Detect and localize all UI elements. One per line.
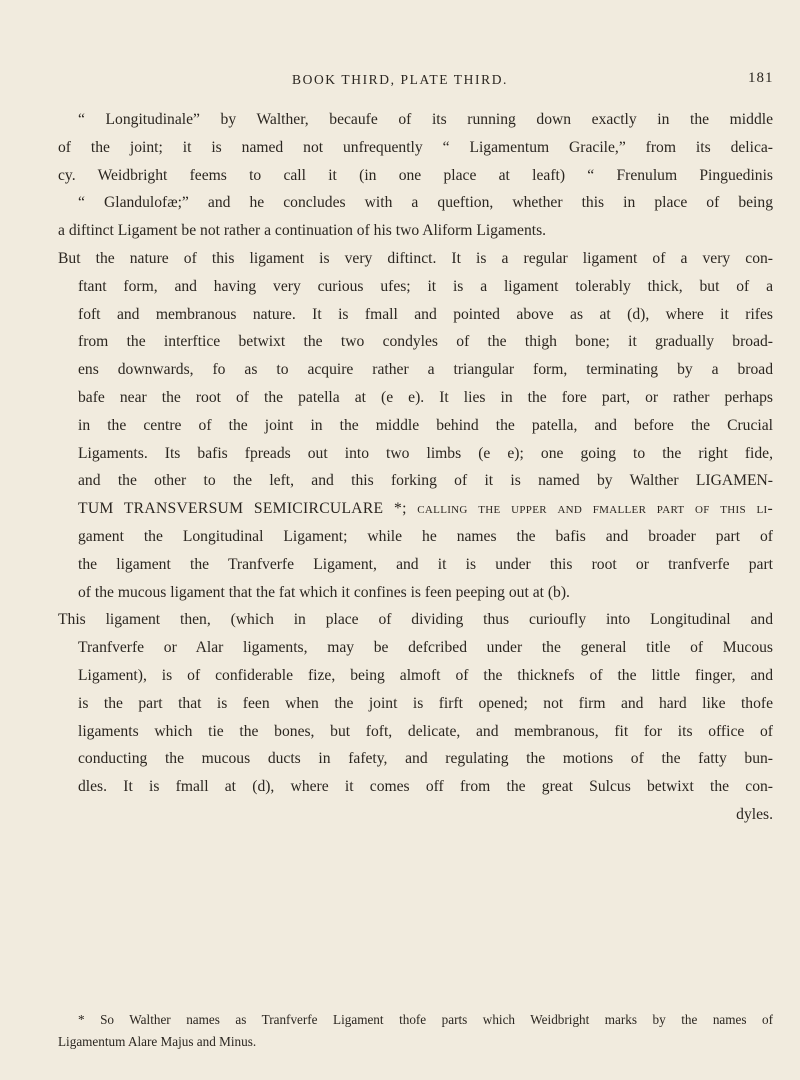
footnote — [58, 1009, 773, 1053]
text-line: is the part that is feen when the joint is firft opened; not firm and hard like thofe — [78, 694, 773, 712]
text-line: foft and membranous nature. It is fmall and pointed above as at (d), where it rifes — [78, 305, 773, 323]
text-line: from the interftice betwixt the two condyles of the thigh bone; it gradually broad- — [78, 333, 773, 351]
text-line: and the other to the left, and this forking of it is named by Walther LIGAMEN- — [78, 472, 773, 490]
running-head: BOOK THIRD, PLATE THIRD. — [291, 72, 509, 87]
text-line: ftant form, and having very curious ufes; it is a ligament tolerably thick, but of a — [78, 277, 773, 295]
text-line: Ligaments. Its bafis fpreads out into two limbs (e e); one going to the right fide, — [78, 444, 773, 462]
footnote-line: Ligamentum Alare Majus and Minus. — [58, 1034, 257, 1049]
text-line: a diftinct Ligament be not rather a continuation of his two Aliform Ligaments. — [58, 222, 547, 240]
text-line: ligaments which tie the bones, but foft, delicate, and membranous, fit for its office of — [78, 722, 773, 740]
text-line: dyles. — [736, 805, 773, 823]
text-line: dles. It is fmall at (d), where it comes off from the great Sulcus betwixt the con- — [78, 778, 773, 796]
text-line: in the centre of the joint in the middle behind the patella, and before the Crucial — [78, 416, 773, 434]
page-header — [0, 70, 800, 94]
text-line: the ligament the Tranfverfe Ligament, and it is under this root or tranfverfe part — [78, 555, 773, 573]
text-line: This ligament then, (which in place of dividing thus curioufly into Longitudinal and — [58, 611, 773, 629]
text-line: gament the Longitudinal Ligament; while he names the bafis and broader part of — [78, 527, 773, 545]
text-line: of the mucous ligament that the fat which it confines is feen peeping out at (b). — [78, 583, 570, 601]
text-line: bafe near the root of the patella at (e e). It lies in the fore part, or rather perhaps — [78, 388, 773, 406]
text-line: Tranfverfe or Alar ligaments, may be defcribed under the general title of Mucous — [78, 639, 773, 657]
text-line: of the joint; it is named not unfrequently “ Ligamentum Gracile,” from its delica- — [58, 138, 773, 156]
text-line: “ Longitudinale” by Walther, becaufe of its running down exactly in the middle — [78, 111, 773, 128]
text-line: “ Glandulofæ;” and he concludes with a queftion, whether this in place of being — [78, 194, 773, 212]
text-line: But the nature of this ligament is very diftinct. It is a regular ligament of a very con- — [58, 249, 773, 267]
page-number: 181 — [748, 70, 774, 86]
text-line: Ligament), is of confiderable fize, being almoft of the thicknefs of the little finger, and — [78, 666, 773, 684]
body-text — [58, 106, 773, 829]
text-line: TUM TRANSVERSUM SEMICIRCULARE *; calling the upper and fmaller part of this li- — [78, 500, 773, 518]
text-line: cy. Weidbright feems to call it (in one place at leaft) “ Frenulum Pinguedinis — [58, 166, 773, 184]
text-line: conducting the mucous ducts in fafety, and regulating the motions of the fatty bun- — [78, 750, 773, 768]
footnote-line: * So Walther names as Tranfverfe Ligament thofe parts which Weidbright marks by the names of — [78, 1012, 773, 1027]
text-line: ens downwards, fo as to acquire rather a triangular form, terminating by a broad — [78, 361, 773, 379]
